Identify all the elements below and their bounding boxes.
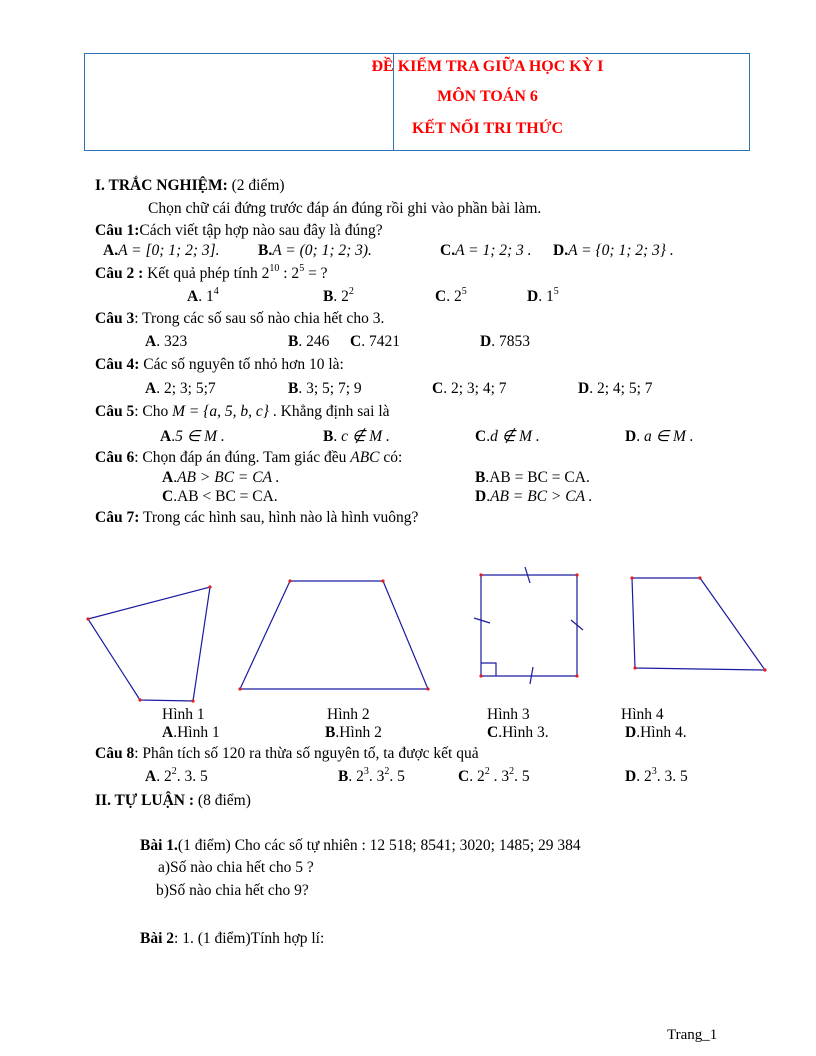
q3-option-a: A. 323	[145, 333, 188, 350]
figure-label-2: Hình 2	[327, 706, 370, 723]
curriculum-title: KẾT NỐI TRI THỨC	[411, 120, 563, 137]
section1-heading: I. TRẮC NGHIỆM: (2 điểm)	[95, 177, 285, 194]
q6-option-d: D.AB = BC > CA .	[475, 488, 593, 505]
question-6: Câu 6: Chọn đáp án đúng. Tam giác đều ABC có:	[95, 449, 403, 466]
question-5: Câu 5: Cho M = {a, 5, b, c} . Khẳng định sai là	[95, 403, 390, 420]
figure-label-3: Hình 3	[487, 706, 530, 723]
q6-option-a: A.AB > BC = CA .	[162, 469, 280, 486]
q4-option-d: D. 2; 4; 5; 7	[578, 380, 653, 397]
q3-option-c: C. 7421	[350, 333, 400, 350]
question-1: Câu 1:Cách viết tập hợp nào sau đây là đúng?	[95, 222, 383, 239]
subject-title: MÔN TOÁN 6	[437, 88, 538, 105]
q2-option-b: B. $2^2$	[323, 286, 354, 305]
q2-option-d: D. $1^5$	[527, 286, 559, 305]
q3-option-b: B. 246	[288, 333, 330, 350]
q1-option-b: B.A = (0; 1; 2; 3).	[258, 242, 372, 259]
q4-option-b: B. 3; 5; 7; 9	[288, 380, 362, 397]
q1-option-a: A.A = [0; 1; 2; 3].	[103, 242, 220, 259]
section1-instruction: Chọn chữ cái đứng trước đáp án đúng rồi ghi vào phần bài làm.	[148, 200, 542, 217]
exercise-1: Bài 1.(1 điểm) Cho các số tự nhiên : 12 518; 8541; 3020; 1485; 29 384	[140, 837, 581, 854]
question-2: Câu 2 : Kết quả phép tính $2^{10}$ : $2^5$ = ?	[95, 263, 328, 282]
question-3: Câu 3: Trong các số sau số nào chia hết cho 3.	[95, 310, 385, 327]
q6-option-c: C.AB < BC = CA.	[162, 488, 278, 505]
q5-option-b: B. c ∉ M .	[323, 428, 390, 445]
question-7: Câu 7: Trong các hình sau, hình nào là hình vuông?	[95, 509, 419, 526]
q8-option-d: D. $2^3$. 3. 5	[625, 766, 688, 785]
q5-option-a: A.5 ∈ M .	[160, 428, 225, 445]
figure-label-1: Hình 1	[162, 706, 205, 723]
exercise-2: Bài 2: 1. (1 điểm)Tính hợp lí:	[140, 930, 325, 947]
q4-option-c: C. 2; 3; 4; 7	[432, 380, 507, 397]
section2-heading: II. TỰ LUẬN : (8 điểm)	[95, 792, 251, 809]
figure-3-tick-left	[474, 618, 490, 623]
question-8: Câu 8: Phân tích số 120 ra thừa số nguyên tố, ta được kết quả	[95, 745, 479, 762]
exercise-1-part-b: b)Số nào chia hết cho 9?	[156, 882, 309, 899]
q7-option-b: B.Hình 2	[325, 724, 382, 741]
q2-option-c: C. $2^5$	[435, 286, 467, 305]
q7-option-c: C.Hình 3.	[487, 724, 549, 741]
page-number: Trang_1	[667, 1027, 718, 1043]
figure-1-quadrilateral	[88, 587, 210, 701]
figure-3-right-angle-mark	[481, 663, 496, 676]
q2-option-a: A. $1^4$	[187, 286, 219, 305]
q1-option-d: D.A = {0; 1; 2; 3} .	[553, 242, 674, 259]
exam-title: ĐỀ KIỂM TRA GIỮA HỌC KỲ I	[371, 58, 604, 75]
question-4: Câu 4: Các số nguyên tố nhỏ hơn 10 là:	[95, 356, 344, 373]
figure-4-trapezoid	[632, 578, 765, 670]
figure-3-square	[481, 575, 577, 676]
q6-option-b: B.AB = BC = CA.	[475, 469, 590, 486]
q8-option-c: C. $2^2$ . $3^2$. 5	[458, 766, 530, 785]
q1-option-c: C.A = 1; 2; 3 .	[440, 242, 532, 259]
q3-option-d: D. 7853	[480, 333, 530, 350]
figure-2-trapezoid	[240, 581, 428, 689]
q7-option-d: D.Hình 4.	[625, 724, 687, 741]
q5-option-c: C.d ∉ M .	[475, 428, 540, 445]
q5-option-d: D. a ∈ M .	[625, 428, 694, 445]
figure-label-4: Hình 4	[621, 706, 664, 723]
q8-option-a: A. $2^2$. 3. 5	[145, 766, 208, 785]
q7-option-a: A.Hình 1	[162, 724, 220, 741]
q4-option-a: A. 2; 3; 5;7	[145, 380, 216, 397]
exercise-1-part-a: a)Số nào chia hết cho 5 ?	[158, 859, 314, 876]
q8-option-b: B. $2^3$. $3^2$. 5	[338, 766, 405, 785]
